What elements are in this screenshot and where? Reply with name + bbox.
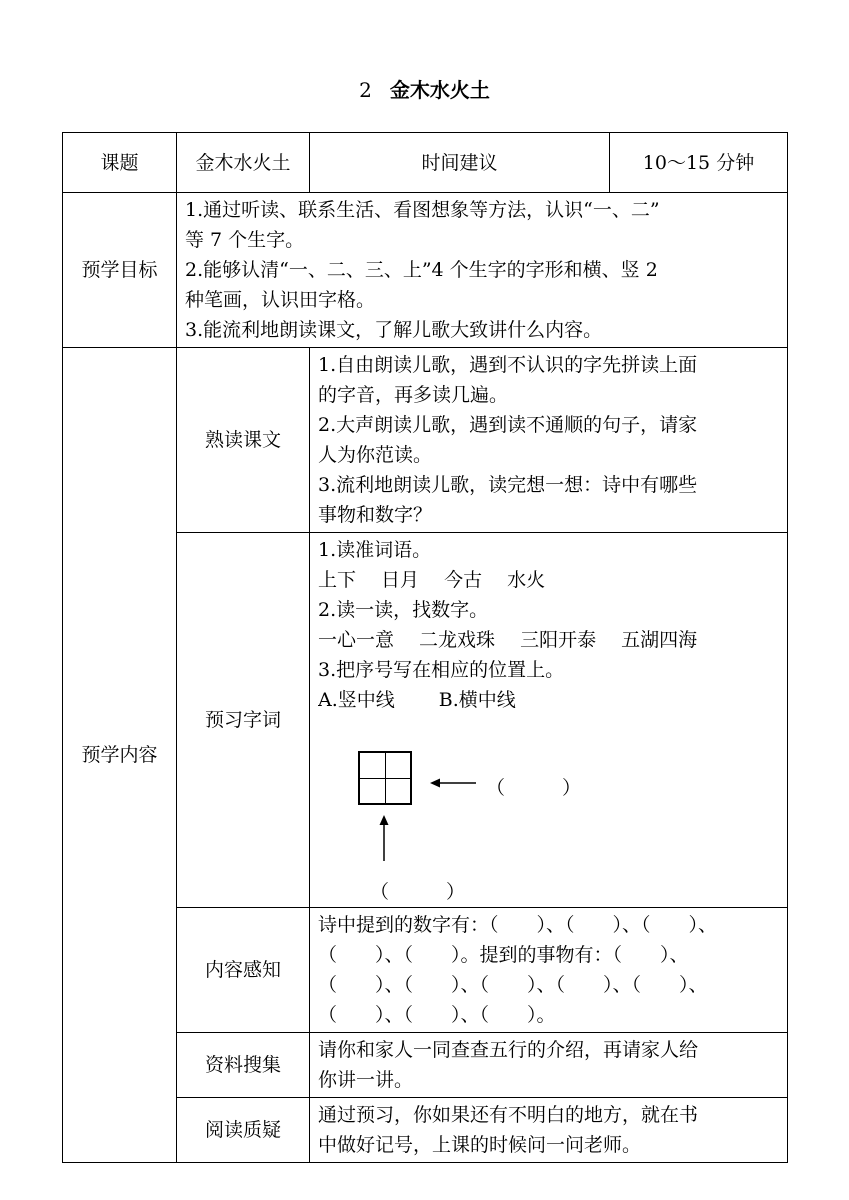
table-row bbox=[63, 133, 788, 193]
perception-line: 诗中提到的数字有：（ ）、（ ）、（ ）、 bbox=[318, 914, 718, 936]
words-text bbox=[310, 533, 788, 908]
reading-line: 事物和数字？ bbox=[318, 504, 433, 526]
arrow-up-icon bbox=[378, 815, 390, 861]
reading-line: 2.大声朗读儿歌，遇到读不通顺的句子，请家 bbox=[318, 414, 698, 436]
words-line: A.竖中线 B.横中线 bbox=[318, 689, 516, 711]
questions-line: 中做好记号，上课的时候问一问老师。 bbox=[318, 1134, 642, 1156]
research-text bbox=[310, 1033, 788, 1098]
reading-line: 3.流利地朗读儿歌，读完想一想：诗中有哪些 bbox=[318, 474, 698, 496]
perception-line: （ ）、（ ）、（ ）。 bbox=[318, 1004, 556, 1026]
preview-table bbox=[62, 132, 788, 1163]
lesson-title: 金木水火土 bbox=[389, 78, 490, 102]
questions-line: 通过预习，你如果还有不明白的地方，就在书 bbox=[318, 1104, 699, 1126]
reading-line: 的字音，再多读几遍。 bbox=[318, 384, 509, 406]
reading-line: 1.自由朗读儿歌，遇到不认识的字先拼读上面 bbox=[318, 354, 698, 376]
perception-line: （ ）、（ ）、（ ）、（ ）、（ ）、 bbox=[318, 974, 708, 996]
time-label: 时间建议 bbox=[310, 133, 610, 193]
words-line: 1.读准词语。 bbox=[318, 539, 432, 561]
questions-label: 阅读质疑 bbox=[177, 1098, 310, 1163]
goal-line: 1.通过听读、联系生活、看图想象等方法，认识“一、二” bbox=[185, 199, 660, 221]
research-line: 请你和家人一同查查五行的介绍，再请家人给 bbox=[318, 1039, 699, 1061]
topic-label: 课题 bbox=[63, 133, 177, 193]
topic-value: 金木水火土 bbox=[177, 133, 310, 193]
goal-line: 种笔画，认识田字格。 bbox=[185, 289, 376, 311]
words-line: 上下 日月 今古 水火 bbox=[318, 569, 546, 591]
words-line: 3.把序号写在相应的位置上。 bbox=[318, 659, 565, 681]
tianzige-figure bbox=[318, 715, 779, 905]
content-label: 预学内容 bbox=[63, 348, 177, 1163]
perception-line: （ ）、（ ）。提到的事物有：（ ）、 bbox=[318, 944, 689, 966]
answer-blank-right[interactable]: （ ） bbox=[486, 777, 582, 799]
arrow-left-icon bbox=[430, 777, 478, 789]
answer-blank-bottom[interactable]: （ ） bbox=[370, 881, 466, 903]
questions-text bbox=[310, 1098, 788, 1163]
reading-text bbox=[310, 348, 788, 533]
goal-line: 2.能够认清“一、二、三、上”4 个生字的字形和横、竖 2 bbox=[185, 259, 658, 281]
table-row bbox=[63, 348, 788, 533]
table-row bbox=[63, 193, 788, 348]
perception-text bbox=[310, 908, 788, 1033]
horizontal-midline bbox=[360, 778, 410, 779]
words-line: 2.读一读，找数字。 bbox=[318, 599, 489, 621]
lesson-number: 2 bbox=[359, 78, 372, 102]
goals-text bbox=[177, 193, 788, 348]
tianzige-grid bbox=[358, 751, 412, 805]
time-value: 10～15 分钟 bbox=[610, 133, 788, 193]
reading-label: 熟读课文 bbox=[177, 348, 310, 533]
goal-line: 3.能流利地朗读课文，了解儿歌大致讲什么内容。 bbox=[185, 319, 603, 341]
words-label: 预习字词 bbox=[177, 533, 310, 908]
reading-line: 人为你范读。 bbox=[318, 444, 433, 466]
goals-label: 预学目标 bbox=[63, 193, 177, 348]
words-line: 一心一意 二龙戏珠 三阳开泰 五湖四海 bbox=[318, 629, 698, 651]
research-line: 你讲一讲。 bbox=[318, 1069, 414, 1091]
goal-line: 等 7 个生字。 bbox=[185, 229, 305, 251]
page-title bbox=[0, 74, 849, 103]
research-label: 资料搜集 bbox=[177, 1033, 310, 1098]
perception-label: 内容感知 bbox=[177, 908, 310, 1033]
